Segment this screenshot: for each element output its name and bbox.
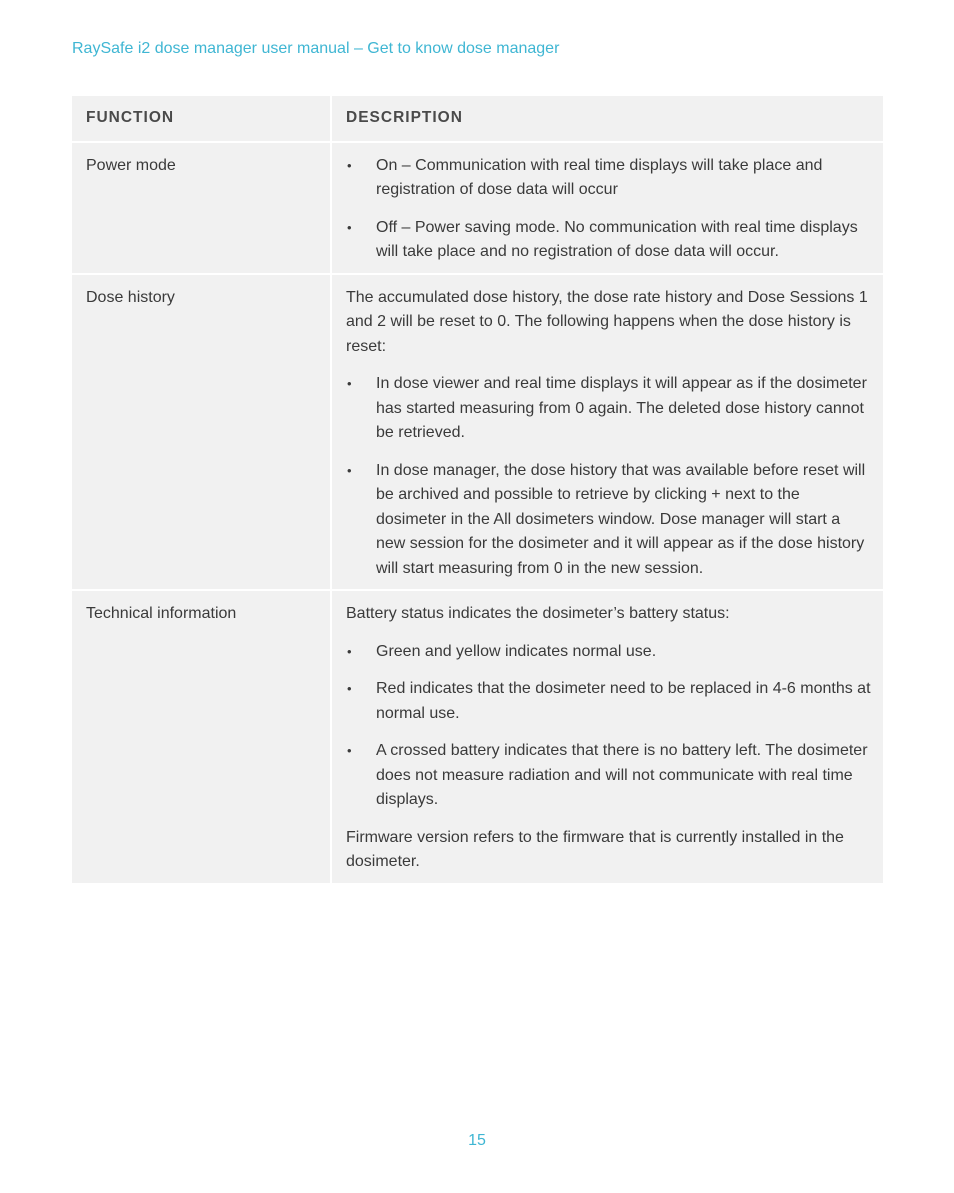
page-number: 15 xyxy=(468,1132,486,1149)
function-cell: Technical information xyxy=(72,591,332,885)
column-header-description: DESCRIPTION xyxy=(332,96,883,143)
table-header-row xyxy=(72,96,883,143)
list-item: • In dose viewer and real time displays it will appear as if the dosimeter has started measuring from 0 again. The deleted dose history cannot be retrieved. xyxy=(346,372,871,446)
description-outro: Firmware version refers to the firmware that is currently installed in the dosimeter. xyxy=(346,828,844,870)
list-item: • In dose manager, the dose history that was available before reset will be archived and possible to retrieve by clicking + next to the dosimeter in the All dosimeters window. Dose manager will start a new session for the dosimeter and it will appear as if the dose history will start measuring from 0 in the new session. xyxy=(346,459,871,582)
bullet-list xyxy=(346,640,871,813)
list-item: • Green and yellow indicates normal use. xyxy=(346,640,871,665)
description-cell xyxy=(332,275,883,592)
column-header-function: FUNCTION xyxy=(72,96,332,143)
bullet-list xyxy=(346,372,871,581)
table-row xyxy=(72,591,883,885)
list-item: • On – Communication with real time displays will take place and registration of dose data will occur xyxy=(346,154,871,203)
description-cell xyxy=(332,143,883,275)
list-item: • Off – Power saving mode. No communication with real time displays will take place and no registration of dose data will occur. xyxy=(346,216,871,265)
description-intro: The accumulated dose history, the dose rate history and Dose Sessions 1 and 2 will be reset to 0. The following happens when the dose history is reset: xyxy=(346,288,868,355)
bullet-list xyxy=(346,154,871,265)
list-item: • A crossed battery indicates that there is no battery left. The dosimeter does not measure radiation and will not communicate with real time displays. xyxy=(346,739,871,813)
description-intro: Battery status indicates the dosimeter’s battery status: xyxy=(346,605,730,622)
list-item: • Red indicates that the dosimeter need to be replaced in 4-6 months at normal use. xyxy=(346,677,871,726)
running-header: RaySafe i2 dose manager user manual – Get to know dose manager xyxy=(72,40,560,57)
table-row xyxy=(72,275,883,592)
description-cell xyxy=(332,591,883,885)
function-table xyxy=(72,96,883,885)
function-cell: Power mode xyxy=(72,143,332,275)
function-cell: Dose history xyxy=(72,275,332,592)
table-row xyxy=(72,143,883,275)
